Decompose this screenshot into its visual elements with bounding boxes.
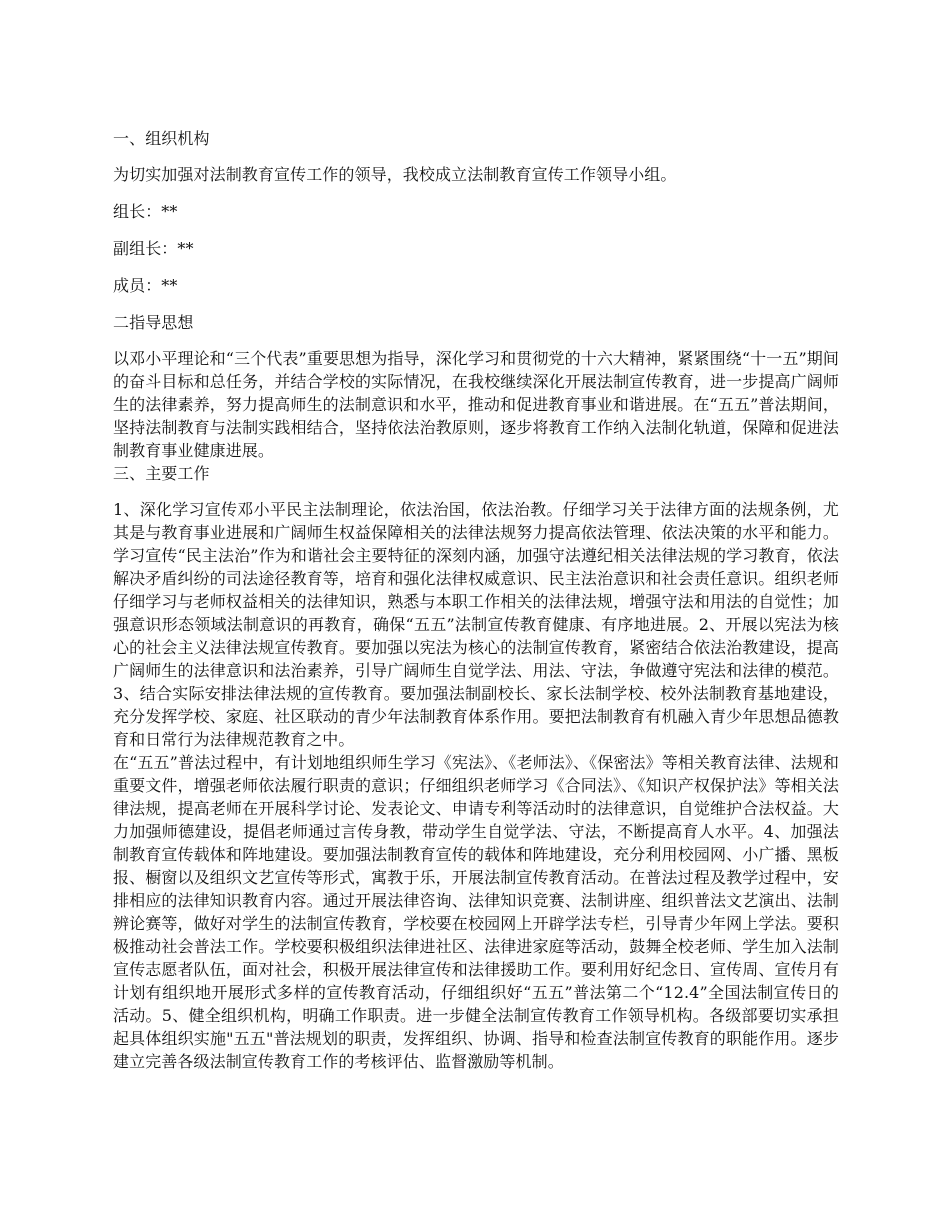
section-heading-main-work: 三、主要工作 [113, 464, 210, 483]
document-page [113, 127, 839, 1073]
members-line: 成员：** [113, 276, 178, 295]
section-heading-guiding-thought: 二指导思想 [113, 313, 194, 332]
main-work-paragraph-1: 1、深化学习宣传邓小平民主法制理论，依法治国，依法治教。仔细学习关于法律方面的法规条例，尤其是与教育事业进展和广阔师生权益保障相关的法律法规努力提高依法管理、依法决策的水平和能力。学习宣传“民主法治”作为和谐社会主要特征的深刻内涵，加强守法遵纪相关法律法规的学习教育，依法解决矛盾纠纷的司法途径教育等，培育和强化法律权威意识、民主法治意识和社会责任意识。组织老师仔细学习与老师权益相关的法律知识，熟悉与本职工作相关的法律法规，增强守法和用法的自觉性；加强意识形态领域法制意识的再教育，确保“五五”法制宣传教育健康、有序地进展。2、开展以宪法为核心的社会主义法律法规宣传教育。要加强以宪法为核心的法制宣传教育，紧密结合依法治教建设，提高广阔师生的法律意识和法治素养，引导广阔师生自觉学法、用法、守法，争做遵守宪法和法律的模范。3、结合实际安排法律法规的宣传教育。要加强法制副校长、家长法制学校、校外法制教育基地建设，充分发挥学校、家庭、社区联动的青少年法制教育体系作用。要把法制教育有机融入青少年思想品德教育和日常行为法律规范教育之中。 [113, 500, 839, 749]
organization-intro: 为切实加强对法制教育宣传工作的领导，我校成立法制教育宣传工作领导小组。 [113, 165, 677, 184]
guiding-thought-paragraph: 以邓小平理论和“三个代表”重要思想为指导，深化学习和贯彻党的十六大精神，紧紧围绕“十一五”期间的奋斗目标和总任务，并结合学校的实际情况，在我校继续深化开展法制宣传教育，进一步提高广阔师生的法律素养，努力提高师生的法制意识和水平，推动和促进教育事业和谐进展。在“五五”普法期间，坚持法制教育与法制实践相结合，坚持依法治教原则，逐步将教育工作纳入法制化轨道，保障和促进法制教育事业健康进展。 [113, 349, 839, 460]
deputy-leader-line: 副组长：** [113, 239, 194, 258]
main-work-paragraph-2: 在“五五”普法过程中，有计划地组织师生学习《宪法》、《老师法》、《保密法》等相关教育法律、法规和重要文件，增强老师依法履行职责的意识；仔细组织老师学习《合同法》、《知识产权保护法》等相关法律法规，提高老师在开展科学讨论、发表论文、申请专利等活动时的法律意识，自觉维护合法权益。大力加强师德建设，提倡老师通过言传身教，带动学生自觉学法、守法，不断提高育人水平。4、加强法制教育宣传载体和阵地建设。要加强法制教育宣传的载体和阵地建设，充分利用校园网、小广播、黑板报、橱窗以及组织文艺宣传等形式，寓教于乐，开展法制宣传教育活动。在普法过程及教学过程中，安排相应的法律知识教育内容。通过开展法律咨询、法律知识竞赛、法制讲座、组织普法文艺演出、法制辨论赛等，做好对学生的法制宣传教育，学校要在校园网上开辟学法专栏，引导青少年网上学法。要积极推动社会普法工作。学校要积极组织法律进社区、法律进家庭等活动，鼓舞全校老师、学生加入法制宣传志愿者队伍，面对社会，积极开展法律宣传和法律援助工作。要利用好纪念日、宣传周、宣传月有计划有组织地开展形式多样的宣传教育活动，仔细组织好“五五”普法第二个“12.4”全国法制宣传日的活动。5、健全组织机构，明确工作职责。进一步健全法制宣传教育工作领导机构。各级部要切实承担起具体组织实施"五五"普法规划的职责，发挥组织、协调、指导和检查法制宣传教育的职能作用。逐步建立完善各级法制宣传教育工作的考核评估、监督激励等机制。 [113, 753, 839, 1071]
section-heading-organization: 一、组织机构 [113, 129, 210, 148]
leader-line: 组长：** [113, 202, 178, 221]
